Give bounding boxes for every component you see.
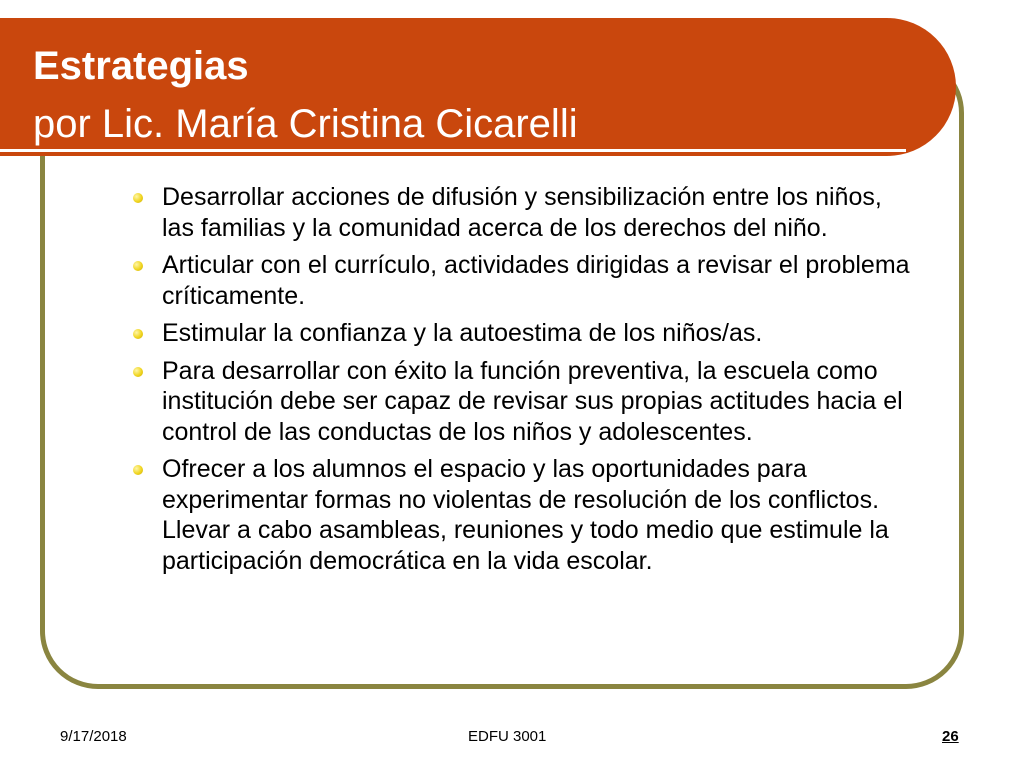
bullet-text: Para desarrollar con éxito la función preventiva, la escuela como institución debe ser capaz de revisar sus propias actitudes hacia el control de las conductas de los niños y adolescentes. bbox=[162, 356, 903, 446]
list-item bbox=[130, 318, 920, 349]
list-item bbox=[130, 250, 920, 311]
bullet-text: Ofrecer a los alumnos el espacio y las oportunidades para experimentar formas no violentas de resolución de los conflictos. Llevar a cabo asambleas, reuniones y todo medio que estimule la participación democrática en la vida escolar. bbox=[162, 455, 889, 575]
bullet-text: Desarrollar acciones de difusión y sensibilización entre los niños, las familias y la comunidad acerca de los derechos del niño. bbox=[162, 183, 882, 242]
list-item bbox=[130, 356, 920, 448]
bullet-icon bbox=[133, 261, 143, 271]
list-item bbox=[130, 454, 920, 576]
bullet-text: Articular con el currículo, actividades dirigidas a revisar el problema críticamente. bbox=[162, 251, 910, 310]
slide-title: Estrategias bbox=[33, 44, 249, 88]
title-divider bbox=[0, 149, 906, 152]
bullet-icon bbox=[133, 329, 143, 339]
list-item bbox=[130, 182, 920, 243]
bullet-text: Estimular la confianza y la autoestima de los niños/as. bbox=[162, 319, 763, 347]
bullet-icon bbox=[133, 465, 143, 475]
footer-date: 9/17/2018 bbox=[60, 728, 127, 745]
page-number: 26 bbox=[942, 728, 959, 745]
bullet-icon bbox=[133, 193, 143, 203]
footer-course: EDFU 3001 bbox=[468, 728, 547, 745]
bullet-icon bbox=[133, 367, 143, 377]
title-bar bbox=[0, 18, 956, 156]
bullet-list bbox=[130, 182, 920, 583]
slide-subtitle: por Lic. María Cristina Cicarelli bbox=[33, 102, 578, 146]
